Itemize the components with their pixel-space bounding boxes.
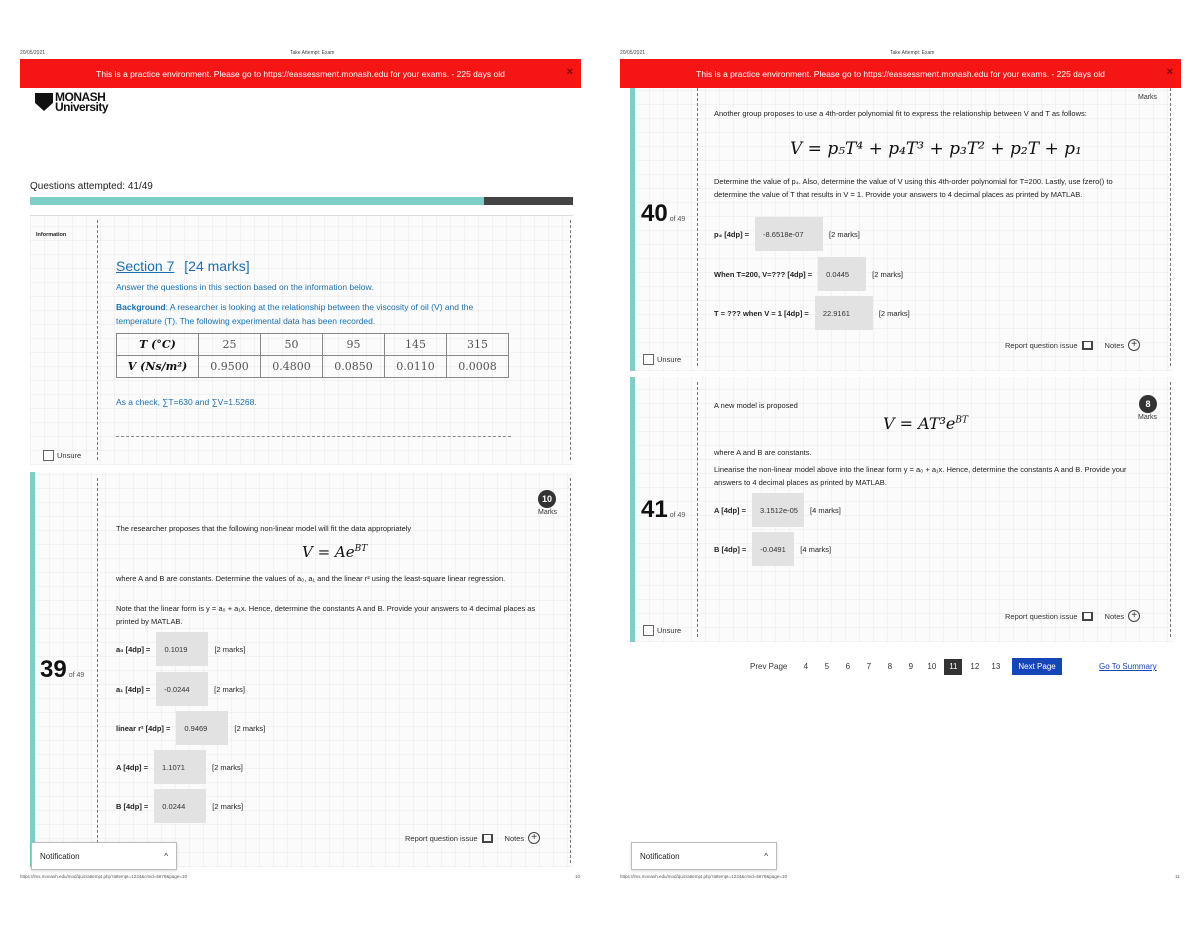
- page-link[interactable]: 4: [803, 662, 809, 671]
- q40-divider: [697, 88, 698, 366]
- answer-input[interactable]: -0.0244: [156, 672, 208, 706]
- add-note-icon[interactable]: +: [528, 832, 540, 844]
- info-right-border: [570, 220, 571, 460]
- report-issue-link[interactable]: Report question issue: [1005, 611, 1078, 621]
- answer-input[interactable]: -0.0491: [752, 532, 794, 566]
- section-link[interactable]: Section 7: [116, 258, 175, 274]
- q41-marks-label: Marks: [1138, 414, 1158, 421]
- practice-banner-text: This is a practice environment. Please go to https://eassessment.monash.edu for your exams. - 225 days old: [696, 68, 1105, 79]
- q40-marks-label: Marks: [1138, 94, 1158, 101]
- current-page[interactable]: 11: [944, 659, 962, 675]
- notes-link[interactable]: Notes: [1104, 340, 1125, 350]
- q39-answer-r2: [116, 711, 265, 745]
- answer-marks: [2 marks]: [212, 801, 244, 811]
- background-body: : A researcher is looking at the relationship between the viscosity of oil (V) and the temperature (T). The following experimental data has been recorded.: [116, 302, 474, 326]
- chevron-up-icon[interactable]: ^: [764, 851, 768, 861]
- answer-marks: [2 marks]: [212, 762, 243, 772]
- unsure-checkbox[interactable]: [643, 625, 654, 636]
- practice-banner: [20, 59, 581, 88]
- answer-marks: [2 marks]: [872, 269, 903, 279]
- close-icon[interactable]: ×: [1166, 66, 1173, 78]
- q39-answer-B: [116, 789, 243, 823]
- q40-number-value: 40: [641, 200, 668, 227]
- q40-of-total: of 49: [669, 216, 686, 223]
- q39-number: [40, 656, 84, 684]
- practice-banner: [620, 59, 1181, 88]
- table-cell: 0.4800: [261, 356, 323, 378]
- table-cell: 0.0008: [447, 356, 509, 378]
- answer-input[interactable]: 0.0244: [154, 789, 206, 823]
- book-icon[interactable]: [1082, 341, 1093, 350]
- q41-footer-actions: [1005, 610, 1140, 622]
- answer-input[interactable]: -8.6518e-07: [755, 217, 823, 251]
- print-date: 20/05/2021: [620, 50, 646, 56]
- q41-marks-badge: 8: [1139, 395, 1157, 413]
- information-label: Information: [36, 232, 67, 238]
- notification-label: Notification: [640, 851, 680, 861]
- q39-text2: Note that the linear form is y = a₀ + a₁x. Hence, determine the constants A and B. Provide your answers to 4 decimal places as printed by MATLAB.: [116, 604, 536, 626]
- unsure-label: Unsure: [657, 626, 682, 635]
- q40-answer-T: [714, 296, 910, 330]
- q40-footer-actions: [1005, 339, 1140, 351]
- q39-of-total: of 49: [68, 672, 85, 679]
- page-link[interactable]: 5: [824, 662, 830, 671]
- q41-text2: Linearise the non-linear model above into the linear form y = a₀ + a₁x. Hence, determine the constants A and B. Provide your answers to 4 decimal places as printed by MATLAB.: [714, 465, 1127, 487]
- q40-answer-p4: [714, 217, 860, 251]
- table-cell: 315: [447, 334, 509, 356]
- q39-marks-badge: 10: [538, 490, 556, 508]
- table-cell: 145: [385, 334, 447, 356]
- q39-intro: The researcher proposes that the following non-linear model will fit the data appropriately: [116, 524, 412, 533]
- q39-right-border: [570, 478, 571, 863]
- table-cell: 0.9500: [199, 356, 261, 378]
- info-divider: [97, 220, 98, 460]
- q40-formula: V = p₅T⁴ + p₄T³ + p₃T² + p₂T + p₁: [790, 139, 1082, 159]
- q39-answer-a1: [116, 672, 245, 706]
- section-instruction: Answer the questions in this section based on the information below.: [116, 282, 374, 292]
- q40-answer-V200: [714, 257, 903, 291]
- q40-right-border: [1170, 88, 1171, 366]
- page-navigation: [750, 658, 1062, 675]
- page-link[interactable]: 8: [887, 662, 893, 671]
- notes-link[interactable]: Notes: [504, 833, 525, 843]
- next-page-button[interactable]: Next Page: [1012, 658, 1061, 675]
- answer-input[interactable]: 0.9469: [176, 711, 228, 745]
- q39-formula-base: V = Ae: [302, 543, 355, 561]
- answer-input[interactable]: 0.1019: [156, 632, 208, 666]
- answer-input[interactable]: 1.1071: [154, 750, 206, 784]
- report-issue-link[interactable]: Report question issue: [1005, 340, 1078, 350]
- row-header-viscosity: V (Ns/m²): [117, 356, 199, 378]
- table-cell: 0.0110: [385, 356, 447, 378]
- page-link[interactable]: 13: [991, 662, 1001, 671]
- experimental-data-table: [116, 333, 509, 378]
- table-cell: 25: [199, 334, 261, 356]
- prev-page-button[interactable]: Prev Page: [750, 662, 788, 671]
- answer-label: A [4dp] =: [116, 762, 149, 772]
- table-row: [117, 356, 509, 378]
- answer-label: a₁ [4dp] =: [116, 684, 151, 694]
- q41-right-border: [1170, 382, 1171, 637]
- q41-number-value: 41: [641, 496, 668, 523]
- q39-answer-A: [116, 750, 243, 784]
- report-issue-link[interactable]: Report question issue: [405, 833, 478, 843]
- q41-answer-A: [714, 493, 841, 527]
- answer-marks: [2 marks]: [214, 684, 245, 694]
- close-icon[interactable]: ×: [566, 66, 573, 78]
- monash-logo: [35, 92, 108, 112]
- print-footer-page: 11: [1175, 874, 1180, 879]
- add-note-icon[interactable]: +: [1128, 610, 1140, 622]
- q41-formula-base: V = AT³e: [883, 414, 956, 433]
- page-link[interactable]: 12: [970, 662, 980, 671]
- logo-line2: University: [55, 100, 109, 114]
- monash-shield-icon: [35, 93, 53, 111]
- answer-marks: [2 marks]: [878, 308, 910, 318]
- book-icon[interactable]: [1082, 612, 1093, 621]
- section-title: [116, 258, 250, 274]
- print-footer-page: 10: [575, 874, 581, 879]
- add-note-icon[interactable]: +: [1128, 339, 1140, 351]
- progress-fill: [30, 197, 484, 205]
- unsure-label: Unsure: [657, 355, 682, 364]
- background-text: [116, 300, 516, 328]
- answer-label: B [4dp] =: [116, 801, 149, 811]
- print-footer-url: https://lms.monash.edu/mod/quiz/attempt.php?attempt=1234&cmid=5678&page=10: [620, 874, 787, 879]
- page-link[interactable]: 10: [927, 662, 937, 671]
- q39-marks-label: Marks: [538, 509, 558, 516]
- q40-number: [641, 200, 685, 228]
- section-marks: [24 marks]: [184, 258, 250, 274]
- notification-panel[interactable]: [631, 842, 777, 870]
- progress-bar: [30, 197, 573, 205]
- table-cell: 95: [323, 334, 385, 356]
- q41-divider: [697, 382, 698, 637]
- page-link[interactable]: 9: [908, 662, 914, 671]
- answer-marks: [4 marks]: [800, 544, 832, 554]
- go-to-summary-link[interactable]: Go To Summary: [1099, 662, 1157, 671]
- background-label: Background: [116, 302, 166, 312]
- unsure-checkbox[interactable]: [643, 354, 654, 365]
- answer-marks: [2 marks]: [234, 723, 266, 733]
- q40-intro: Another group proposes to use a 4th-order polynomial fit to express the relationship between V and T as follows:: [714, 109, 1087, 118]
- q39-formula-exp: BT: [354, 544, 368, 554]
- row-header-temperature: T (°C): [117, 334, 199, 356]
- q39-footer-actions: [405, 832, 540, 844]
- q39-text1: where A and B are constants. Determine the values of a₀, a₁ and the linear r² using the least-square linear regression.: [116, 574, 506, 583]
- practice-banner-text: This is a practice environment. Please go to https://eassessment.monash.edu for your exams. - 225 days old: [96, 68, 505, 79]
- q41-answer-B: [714, 532, 831, 566]
- unsure-checkbox[interactable]: [43, 450, 54, 461]
- q39-number-value: 39: [40, 656, 67, 683]
- q40-unsure-toggle[interactable]: [643, 354, 681, 365]
- answer-label: A [4dp] =: [714, 505, 747, 515]
- q40-text1: Determine the value of p₄. Also, determine the value of V using this 4th-order polynomial for T=200. Lastly, use fzero() to determine the value of T that results in V = 1. Provide your answers to 4 decimal places as printed by MATLAB.: [714, 177, 1113, 199]
- book-icon[interactable]: [482, 834, 493, 843]
- logo-line1: MONASH: [55, 90, 106, 104]
- q41-number: [641, 496, 685, 524]
- answer-label: p₄ [4dp] =: [714, 229, 750, 239]
- sum-check: As a check, ∑T=630 and ∑V=1.5268.: [116, 397, 257, 407]
- answer-label: a₀ [4dp] =: [116, 644, 151, 654]
- answer-label: When T=200, V=??? [4dp] =: [714, 269, 813, 279]
- q41-of-total: of 49: [669, 512, 686, 519]
- unsure-label: Unsure: [57, 451, 82, 460]
- page-link[interactable]: 7: [866, 662, 872, 671]
- q41-text1: where A and B are constants.: [714, 448, 812, 457]
- answer-input[interactable]: 0.0445: [818, 257, 866, 291]
- answer-label: B [4dp] =: [714, 544, 747, 554]
- answer-input[interactable]: 22.9161: [815, 296, 873, 330]
- print-title: Take Attempt: Exam: [290, 50, 335, 56]
- q39-answer-a0: [116, 632, 245, 666]
- notes-link[interactable]: Notes: [1104, 611, 1125, 621]
- q41-intro: A new model is proposed: [714, 401, 798, 410]
- print-title: Take Attempt: Exam: [890, 50, 935, 56]
- info-separator: [116, 436, 511, 437]
- table-cell: 0.0850: [323, 356, 385, 378]
- answer-marks: [2 marks]: [829, 229, 860, 239]
- print-date: 20/05/2021: [20, 50, 46, 56]
- notification-panel[interactable]: [31, 842, 177, 870]
- q41-formula: [883, 414, 968, 433]
- q41-unsure-toggle[interactable]: [643, 625, 681, 636]
- answer-label: T = ??? when V = 1 [4dp] =: [714, 308, 809, 318]
- info-unsure-toggle[interactable]: [43, 450, 81, 461]
- print-footer-url: https://lms.monash.edu/mod/quiz/attempt.php?attempt=1234&cmid=5678&page=10: [20, 874, 187, 879]
- q41-formula-exp: BT: [955, 415, 968, 426]
- answer-input[interactable]: 3.1512e-05: [752, 493, 804, 527]
- questions-attempted: Questions attempted: 41/49: [30, 181, 153, 192]
- notification-label: Notification: [40, 851, 80, 861]
- page-link[interactable]: 6: [845, 662, 851, 671]
- answer-marks: [4 marks]: [810, 505, 841, 515]
- answer-label: linear r² [4dp] =: [116, 723, 171, 733]
- answer-marks: [2 marks]: [214, 644, 246, 654]
- q39-formula: [302, 543, 367, 561]
- q39-divider: [97, 478, 98, 863]
- table-row: [117, 334, 509, 356]
- table-cell: 50: [261, 334, 323, 356]
- chevron-up-icon[interactable]: ^: [164, 851, 168, 861]
